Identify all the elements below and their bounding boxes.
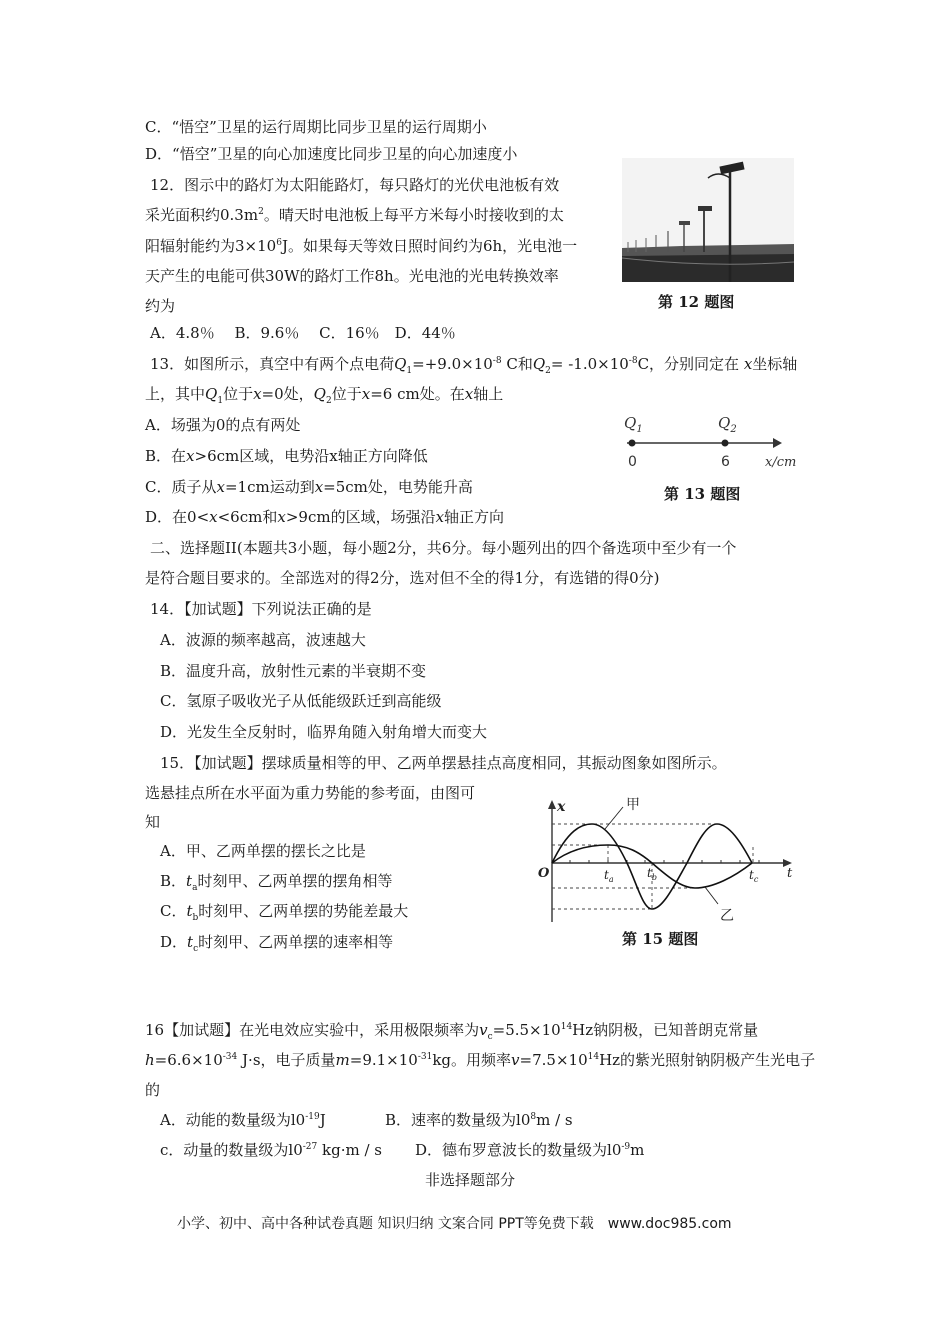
q13-line-2: 上，其中$Q_1$位于x=0处，$Q_2$位于x=6 cm处。在x轴上 <box>145 385 504 406</box>
q13-option-d: D．在0<x<6cm和x>9cm的区域，场强沿x轴正方向 <box>145 508 505 526</box>
q12-figure-caption: 第 12 题图 <box>658 293 735 311</box>
q15-line-2: 选悬挂点所在水平面为重力势能的参考面，由图可 <box>145 784 476 802</box>
q15-option-d: D．$t_c$时刻甲、乙两单摆的速率相等 <box>160 933 394 954</box>
q15-option-b: B．$t_a$时刻甲、乙两单摆的摆角相等 <box>160 872 393 893</box>
q12-options: A．4.8％ B．9.6％ C．16％ D．44％ <box>150 324 456 342</box>
tc-label: $t_c$ <box>749 868 759 884</box>
section-3-heading: 非选择题部分 <box>425 1171 516 1189</box>
q14-option-d: D．光发生全反射时，临界角随入射角增大而变大 <box>160 723 488 741</box>
q14-option-a: A．波源的频率越高，波速越大 <box>160 631 366 649</box>
q15-line-1: 15．【加试题】摆球质量相等的甲、乙两单摆悬挂点高度相同，其振动图象如图所示。 <box>160 754 727 772</box>
q12-streetlight-photo <box>622 158 794 282</box>
q14-option-c: C．氢原子吸收光子从低能级跃迁到高能级 <box>160 692 442 710</box>
q11-option-d: D．“悟空”卫星的向心加速度比同步卫星的向心加速度小 <box>145 145 518 163</box>
q15-line-3: 知 <box>145 813 161 831</box>
q12-line-2: 采光面积约$0.3m^2$。晴天时电池板上每平方米每小时接收到的太 <box>145 206 564 224</box>
tb-label: $t_b$ <box>647 866 657 882</box>
q16-option-d: D．德布罗意波长的数量级为$l0^{-9}m$ <box>415 1141 645 1159</box>
x-axis-label: x <box>557 799 566 815</box>
q15-figure-caption: 第 15 题图 <box>622 930 699 948</box>
q16-option-c: c．动量的数量级为$l0^{-27}$ kg·m / s <box>160 1141 382 1159</box>
q15-option-c: C．$t_b$时刻甲、乙两单摆的势能差最大 <box>160 902 409 923</box>
section-2-heading-line-2: 是符合题目要求的。全部选对的得2分，选对但不全的得1分，有选错的得0分) <box>145 569 660 587</box>
page-footer: 小学、初中、高中各种试卷真题 知识归纳 文案合同 PPT等免费下载 www.doc985.com <box>177 1216 732 1232</box>
q16-option-b: B．速率的数量级为$l0^8m$ / s <box>385 1111 573 1129</box>
q12-line-5: 约为 <box>145 297 176 315</box>
q13-figure-caption: 第 13 题图 <box>664 485 741 503</box>
q13-line-1: 13．如图所示，真空中有两个点电荷$Q_1=+9.0\times 10^{-8}$ C和$Q_2= -1.0\times 10^{-8}C$，分别同定在 x坐标轴 <box>150 355 798 376</box>
q13-axis-figure <box>615 410 805 476</box>
q13-option-c: C．质子从x=1cm运动到x=5cm处，电势能升高 <box>145 478 473 496</box>
q14-stem: 14．【加试题】下列说法正确的是 <box>150 600 372 618</box>
q16-line-3: 的 <box>145 1081 161 1099</box>
tick-0-label: 0 <box>628 454 637 470</box>
q13-option-a: A．场强为0的点有两处 <box>145 416 301 434</box>
q2-label: $Q_2$ <box>718 414 737 435</box>
q16-line-2: $h=6.6\times 10^{-34}$ J·s，电子质量$m=9.1\times 10^{-31}kg$。用频率$v=7.5\times 10^{14}Hz$的紫光照射钠阴极产生光电子 <box>145 1051 816 1069</box>
q12-line-1: 12．图示中的路灯为太阳能路灯，每只路灯的光伏电池板有效 <box>150 176 560 194</box>
tick-6-label: 6 <box>721 454 730 470</box>
ta-label: $t_a$ <box>604 868 614 884</box>
q16-option-a: A．动能的数量级为$l0^{-19}J$ <box>160 1111 326 1129</box>
q12-line-4: 天产生的电能可供30W的路灯工作8h。光电池的光电转换效率 <box>145 267 559 285</box>
q1-label: $Q_1$ <box>624 414 643 435</box>
q1-charge-dot <box>629 440 636 447</box>
q2-charge-dot <box>722 440 729 447</box>
curve-jia <box>552 824 752 909</box>
label-yi: 乙 <box>720 908 734 924</box>
origin-label: O <box>538 866 550 881</box>
t-axis-label: t <box>787 866 793 881</box>
section-2-heading-line-1: 二、选择题II(本题共3小题，每小题2分，共6分。每小题列出的四个备选项中至少有一个 <box>150 539 737 557</box>
q15-oscillation-graph <box>535 797 800 929</box>
q15-option-a: A．甲、乙两单摆的摆长之比是 <box>160 842 366 860</box>
q12-line-3: 阳辐射能约为$3\times 10^6J$。如果每天等效日照时间约为6h，光电池一 <box>145 237 578 255</box>
q11-option-c: C．“悟空”卫星的运行周期比同步卫星的运行周期小 <box>145 118 487 136</box>
q16-line-1: 16【加试题】在光电效应实验中，采用极限频率为$v_c=5.5\times 10^{14}Hz$钠阴极，已知普朗克常量 <box>145 1021 759 1042</box>
q14-option-b: B．温度升高，放射性元素的半衰期不变 <box>160 662 427 680</box>
q13-option-b: B．在x>6cm区域，电势沿x轴正方向降低 <box>145 447 428 465</box>
axis-label: x/cm <box>765 455 797 470</box>
label-jia: 甲 <box>626 797 640 813</box>
